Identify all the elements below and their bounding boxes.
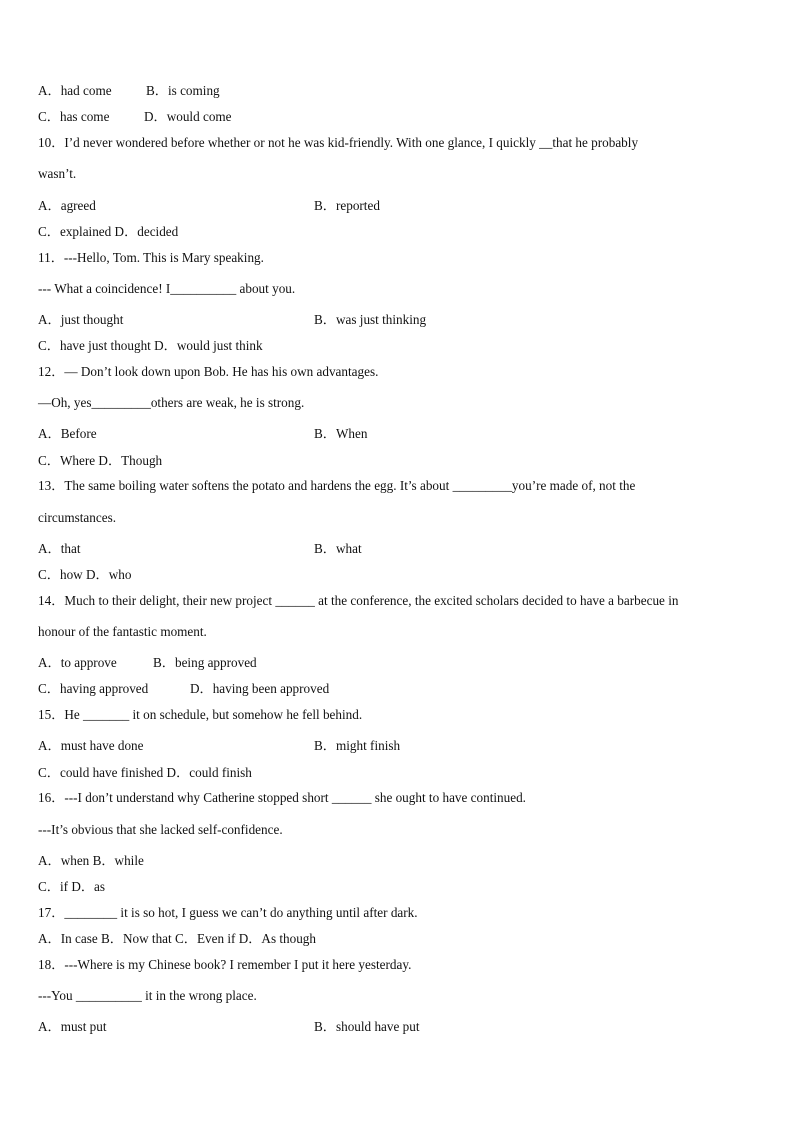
q14-option-d[interactable]: D．having been approved <box>190 681 330 696</box>
q14-option-a[interactable]: A．to approve <box>38 655 117 670</box>
q13-option-b[interactable]: B．what <box>314 541 362 556</box>
q16-option-ab[interactable]: A．when B．while <box>38 853 144 868</box>
q10-stem-line2: wasn’t. <box>38 166 77 181</box>
q10-stem-line1: 10．I’d never wondered before whether or not he was kid-friendly. With one glance, I quickly __that he probably <box>38 135 639 150</box>
q16-option-cd[interactable]: C．if D．as <box>38 879 106 894</box>
q15-stem-line1: 15．He _______ it on schedule, but somehow he fell behind. <box>38 707 363 722</box>
q17-stem-line1: 17．________ it is so hot, I guess we can’t do anything until after dark. <box>38 905 418 920</box>
q12-option-b[interactable]: B．When <box>314 426 368 441</box>
q13-stem-line2: circumstances. <box>38 510 116 525</box>
q9-option-b[interactable]: B．is coming <box>146 83 220 98</box>
q12-option-cd[interactable]: C．Where D．Though <box>38 453 163 468</box>
q12-option-a[interactable]: A．Before <box>38 426 97 441</box>
q18-option-b[interactable]: B．should have put <box>314 1019 420 1034</box>
q10-option-b[interactable]: B．reported <box>314 198 380 213</box>
q15-option-cd[interactable]: C．could have finished D．could finish <box>38 765 252 780</box>
q11-option-a[interactable]: A．just thought <box>38 312 124 327</box>
q10-option-a[interactable]: A．agreed <box>38 198 96 213</box>
q18-stem-line2: ---You __________ it in the wrong place. <box>38 988 257 1003</box>
q18-stem-line1: 18．---Where is my Chinese book? I remember I put it here yesterday. <box>38 957 412 972</box>
q13-stem-line1: 13．The same boiling water softens the potato and hardens the egg. It’s about _________you’re made of, not the <box>38 478 636 493</box>
q12-stem-line1: 12．— Don’t look down upon Bob. He has his own advantages. <box>38 364 379 379</box>
q18-option-a[interactable]: A．must put <box>38 1019 107 1034</box>
q9-option-d[interactable]: D．would come <box>144 109 232 124</box>
q9-option-c[interactable]: C．has come <box>38 109 110 124</box>
q15-option-b[interactable]: B．might finish <box>314 738 401 753</box>
q13-option-cd[interactable]: C．how D．who <box>38 567 132 582</box>
q10-option-cd[interactable]: C．explained D．decided <box>38 224 179 239</box>
q11-stem-line1: 11．---Hello, Tom. This is Mary speaking. <box>38 250 264 265</box>
q14-stem-line2: honour of the fantastic moment. <box>38 624 207 639</box>
q11-option-b[interactable]: B．was just thinking <box>314 312 427 327</box>
q12-stem-line2: —Oh, yes_________others are weak, he is strong. <box>38 395 305 410</box>
q17-options[interactable]: A．In case B．Now that C．Even if D．As though <box>38 931 316 946</box>
q16-stem-line2: ---It’s obvious that she lacked self-confidence. <box>38 822 283 837</box>
q9-option-a[interactable]: A．had come <box>38 83 112 98</box>
q11-stem-line2: --- What a coincidence! I__________ about you. <box>38 281 296 296</box>
q11-option-cd[interactable]: C．have just thought D．would just think <box>38 338 263 353</box>
q13-option-a[interactable]: A．that <box>38 541 81 556</box>
q14-stem-line1: 14．Much to their delight, their new project ______ at the conference, the excited scholars decided to have a barbecue in <box>38 593 679 608</box>
q15-option-a[interactable]: A．must have done <box>38 738 144 753</box>
q14-option-b[interactable]: B．being approved <box>153 655 257 670</box>
q14-option-c[interactable]: C．having approved <box>38 681 149 696</box>
q16-stem-line1: 16．---I don’t understand why Catherine stopped short ______ she ought to have continued. <box>38 790 526 805</box>
